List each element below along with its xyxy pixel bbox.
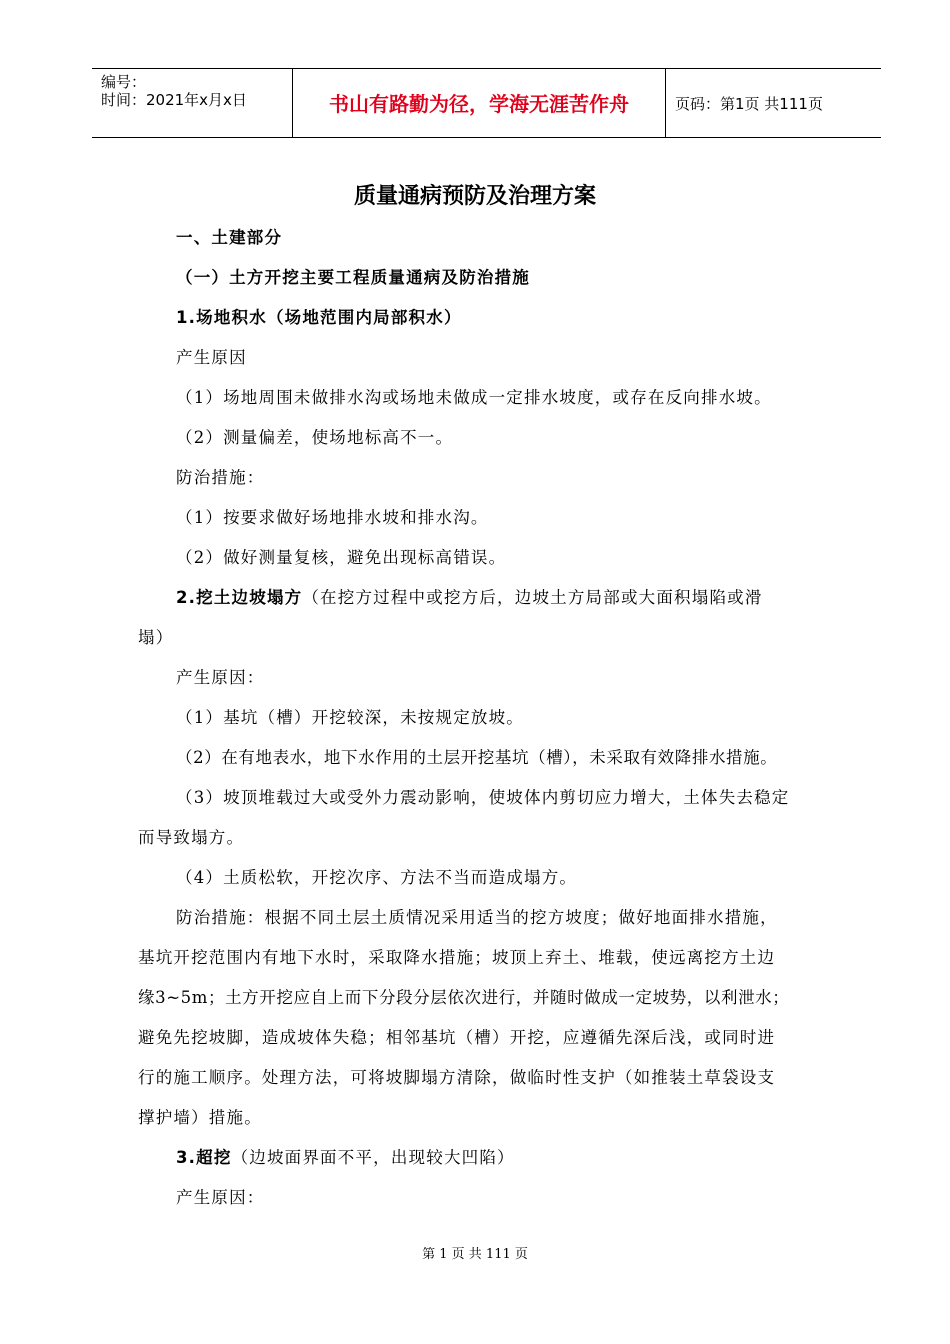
item-heading-3-note: （边坡面界面不平，出现较大凹陷）	[231, 1148, 515, 1167]
cause-label: 产生原因：	[176, 1188, 265, 1207]
page-footer: 第 1 页 共 111 页	[422, 1247, 528, 1262]
cause-label: 产生原因	[176, 348, 247, 367]
paragraph-line: 避免先挖坡脚，造成坡体失稳；相邻基坑（槽）开挖，应遵循先深后浅，或同时进	[138, 1028, 776, 1047]
item-heading-2-note: （在挖方过程中或挖方后，边坡土方局部或大面积塌陷或滑	[302, 588, 763, 607]
section-heading: 一、土建部分	[176, 228, 283, 247]
measure-label: 防治措施：	[176, 468, 265, 487]
header-info-cell	[92, 69, 293, 137]
paragraph-line: 基坑开挖范围内有地下水时，采取降水措施；坡顶上弃土、堆载，使远离挖方土边	[138, 948, 776, 967]
page-header	[92, 68, 881, 138]
cause-label: 产生原因：	[176, 668, 265, 687]
paragraph-line: （2）在有地表水，地下水作用的土层开挖基坑（槽），未采取有效降排水措施。	[176, 748, 778, 767]
paragraph-line: （2）做好测量复核，避免出现标高错误。	[176, 548, 507, 567]
paragraph-line: 防治措施：根据不同土层土质情况采用适当的挖方坡度；做好地面排水措施，	[176, 908, 778, 927]
header-motto-cell	[293, 69, 666, 137]
paragraph-line: （1）基坑（槽）开挖较深，未按规定放坡。	[176, 708, 524, 727]
paragraph-line: （1）按要求做好场地排水坡和排水沟。	[176, 508, 489, 527]
paragraph-line: （4）土质松软，开挖次序、方法不当而造成塌方。	[176, 868, 578, 887]
item-heading-3-bold: 3.超挖	[176, 1148, 232, 1167]
time-label: 时间：2021年x月x日	[101, 91, 247, 109]
paragraph-line: 塌）	[138, 628, 174, 647]
paragraph-line: 撑护墙）措施。	[138, 1108, 262, 1127]
paragraph-line: 行的施工顺序。处理方法，可将坡脚塌方清除，做临时性支护（如推装土草袋设支	[138, 1068, 776, 1087]
item-heading-3	[176, 1147, 515, 1169]
page-label: 页码：第1页 共111页	[675, 95, 823, 113]
motto-text: 书山有路勤为径，学海无涯苦作舟	[329, 92, 629, 116]
paragraph-line: （2）测量偏差，使场地标高不一。	[176, 428, 454, 447]
document-title: 质量通病预防及治理方案	[353, 184, 596, 209]
item-heading-2	[176, 587, 763, 609]
item-heading-2-bold: 2.挖土边坡塌方	[176, 588, 303, 607]
paragraph-line: （1）场地周围未做排水沟或场地未做成一定排水坡度，或存在反向排水坡。	[176, 388, 772, 407]
item-heading-1: 1.场地积水（场地范围内局部积水）	[176, 308, 462, 327]
header-page-cell	[666, 69, 881, 137]
paragraph-line: 而导致塌方。	[138, 828, 245, 847]
paragraph-line: （3）坡顶堆载过大或受外力震动影响，使坡体内剪切应力增大，土体失去稳定	[176, 788, 790, 807]
subsection-heading: （一）土方开挖主要工程质量通病及防治措施	[176, 268, 530, 287]
number-label: 编号：	[101, 73, 147, 91]
paragraph-line: 缘3~5m；土方开挖应自上而下分段分层依次进行，并随时做成一定坡势，以利泄水；	[138, 988, 790, 1007]
